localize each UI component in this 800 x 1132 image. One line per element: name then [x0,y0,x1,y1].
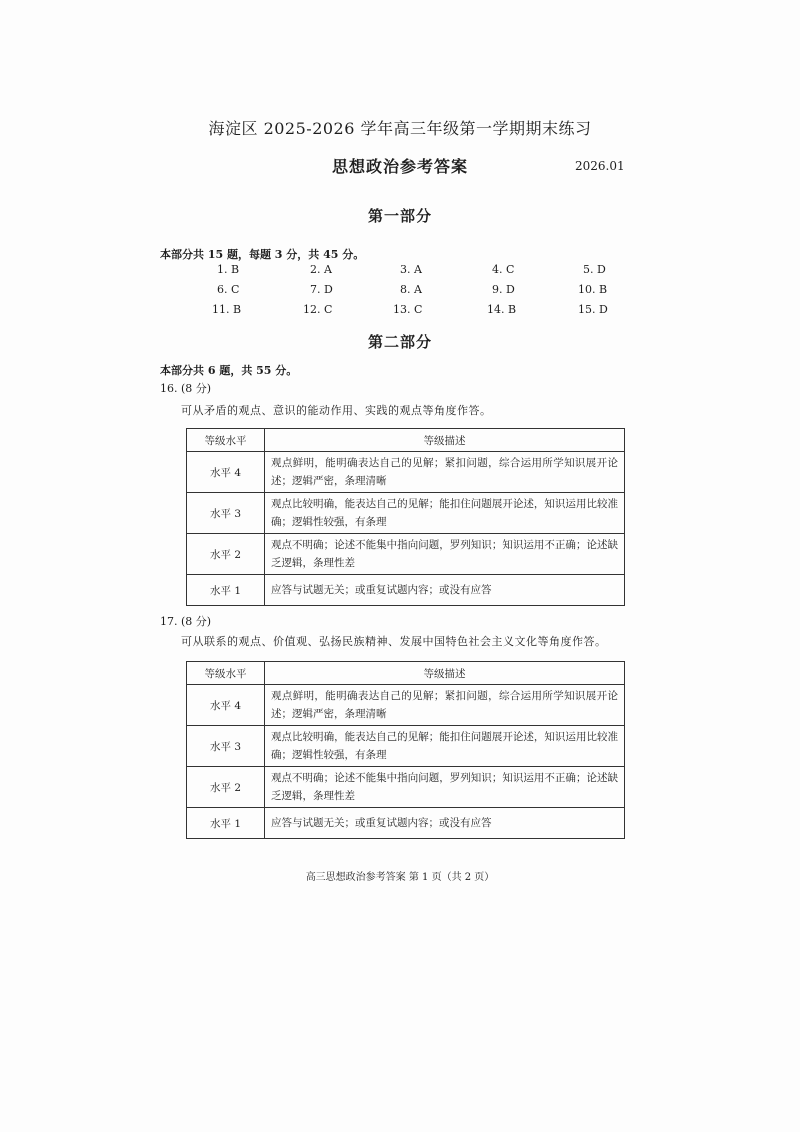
answer-item: 12. C [303,303,333,316]
level-cell: 水平 2 [187,534,265,575]
header-level: 等级水平 [187,429,265,452]
answer-grid [160,263,620,321]
table-row [187,726,625,767]
table-header-row [187,429,625,452]
table-row [187,575,625,606]
description-cell: 应答与试题无关；或重复试题内容；或没有应答 [265,808,625,839]
answer-item: 2. A [310,263,332,276]
level-cell: 水平 4 [187,452,265,493]
level-cell: 水平 3 [187,726,265,767]
part2-intro: 本部分共 6 题，共 55 分。 [160,364,298,377]
description-cell: 观点比较明确，能表达自己的见解；能扣住问题展开论述，知识运用比较准确；逻辑性较强，有条理 [265,726,625,767]
header-description: 等级描述 [265,662,625,685]
table-row [187,808,625,839]
answer-item: 11. B [212,303,242,316]
description-cell: 观点不明确；论述不能集中指向问题，罗列知识；知识运用不正确；论述缺乏逻辑，条理性差 [265,767,625,808]
document-date: 2026.01 [575,159,625,173]
answer-item: 10. B [578,283,608,296]
description-cell: 应答与试题无关；或重复试题内容；或没有应答 [265,575,625,606]
question-17-description: 可从联系的观点、价值观、弘扬民族精神、发展中国特色社会主义文化等角度作答。 [181,635,607,648]
table-row [187,685,625,726]
description-cell: 观点鲜明，能明确表达自己的见解；紧扣问题，综合运用所学知识展开论述；逻辑严密，条理清晰 [265,685,625,726]
question-17-grading-table [186,661,625,839]
part1-title: 第一部分 [367,207,432,225]
table-row [187,767,625,808]
question-16-grading-table [186,428,625,606]
question-17-number: 17. (8 分) [160,615,212,628]
table-header-row [187,662,625,685]
answer-item: 6. C [217,283,240,296]
answer-item: 13. C [393,303,423,316]
header-level: 等级水平 [187,662,265,685]
part1-intro: 本部分共 15 题，每题 3 分，共 45 分。 [160,248,365,261]
level-cell: 水平 3 [187,493,265,534]
answer-item: 14. B [487,303,517,316]
table-row [187,452,625,493]
answer-item: 4. C [492,263,515,276]
level-cell: 水平 4 [187,685,265,726]
table-row [187,534,625,575]
header-description: 等级描述 [265,429,625,452]
answer-item: 9. D [492,283,515,296]
part2-title: 第二部分 [367,333,432,351]
level-cell: 水平 1 [187,808,265,839]
document-title: 海淀区 2025-2026 学年高三年级第一学期期末练习 [208,119,592,138]
answer-item: 1. B [217,263,240,276]
level-cell: 水平 1 [187,575,265,606]
level-cell: 水平 2 [187,767,265,808]
description-cell: 观点不明确；论述不能集中指向问题，罗列知识；知识运用不正确；论述缺乏逻辑，条理性差 [265,534,625,575]
description-cell: 观点鲜明，能明确表达自己的见解；紧扣问题，综合运用所学知识展开论述；逻辑严密，条理清晰 [265,452,625,493]
answer-item: 3. A [400,263,422,276]
page-footer: 高三思想政治参考答案 第 1 页（共 2 页） [305,872,495,883]
answer-item: 7. D [310,283,333,296]
answer-item: 15. D [578,303,608,316]
answer-item: 5. D [583,263,606,276]
description-cell: 观点比较明确，能表达自己的见解；能扣住问题展开论述，知识运用比较准确；逻辑性较强，有条理 [265,493,625,534]
subject-title: 思想政治参考答案 [331,157,468,176]
question-16-number: 16. (8 分) [160,382,212,395]
answer-item: 8. A [400,283,422,296]
table-row [187,493,625,534]
question-16-description: 可从矛盾的观点、意识的能动作用、实践的观点等角度作答。 [181,404,492,417]
